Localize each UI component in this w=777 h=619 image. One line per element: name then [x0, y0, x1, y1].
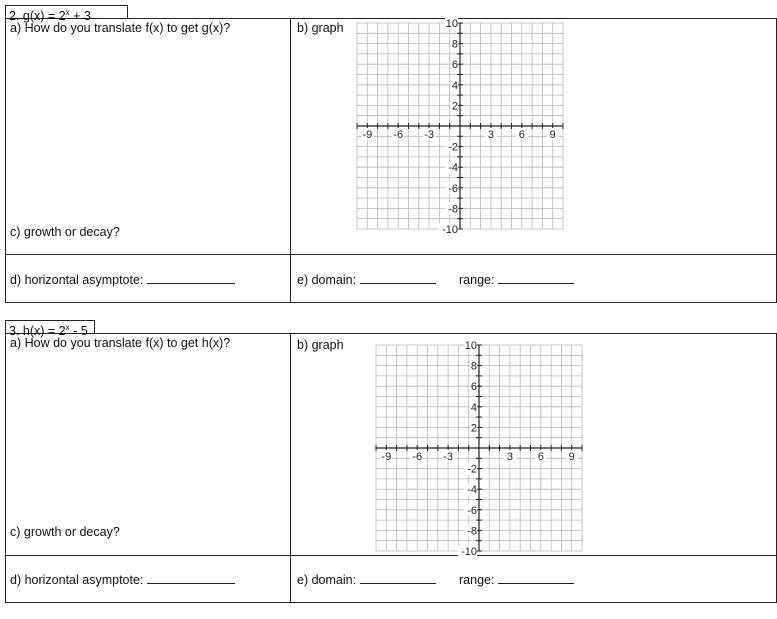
y-tick-label: -6: [467, 504, 477, 517]
problem-3-part-c: c) growth or decay?: [10, 525, 120, 539]
x-tick-label: -3: [424, 129, 434, 141]
x-tick-label: 9: [549, 129, 556, 141]
problem-2-part-b: b) graph: [297, 21, 344, 35]
y-tick-label: -10: [461, 546, 477, 558]
y-tick-label: 6: [470, 381, 477, 394]
problem-3-part-b: b) graph: [297, 338, 344, 352]
y-tick-label: 10: [445, 18, 458, 30]
problem-2-part-d-label: d) horizontal asymptote:: [10, 273, 144, 287]
x-tick-label: 6: [518, 129, 525, 141]
x-tick-label: -3: [443, 451, 453, 463]
y-tick-label: -4: [448, 162, 458, 175]
problem-2-part-a: a) How do you translate f(x) to get g(x)?: [10, 21, 231, 35]
y-tick-label: 2: [470, 422, 477, 435]
y-tick-label: -2: [467, 463, 477, 476]
problem-3-exponent: x: [65, 323, 70, 332]
y-tick-label: 8: [451, 38, 458, 51]
problem-3-part-e-label: e) domain:: [297, 573, 357, 587]
y-tick-label: -6: [448, 182, 458, 195]
y-tick-label: -10: [442, 224, 458, 236]
x-tick-label: 3: [487, 129, 494, 141]
problem-3-range-label: range:: [459, 573, 495, 587]
problem-2-part-e-label: e) domain:: [297, 273, 357, 287]
problem-2-title-rest: + 3: [69, 9, 91, 24]
problem-3-title: 3. h(x) = 2: [9, 324, 66, 339]
problem-3-part-a: a) How do you translate f(x) to get h(x)?: [10, 336, 231, 350]
problem-2-exponent: x: [65, 8, 70, 17]
y-tick-label: -8: [448, 203, 458, 216]
problem-2-part-c: c) growth or decay?: [10, 225, 120, 239]
x-tick-label: -9: [381, 451, 392, 463]
y-tick-label: 4: [451, 79, 458, 92]
y-tick-label: 8: [470, 360, 477, 373]
problem-2-title: 2. g(x) = 2: [9, 9, 66, 24]
y-tick-label: 4: [470, 401, 477, 414]
x-tick-label: -6: [393, 129, 404, 141]
x-tick-label: 9: [568, 451, 575, 463]
y-tick-label: 6: [451, 59, 458, 72]
problem-3-title-rest: - 5: [69, 324, 88, 339]
x-tick-label: -9: [362, 129, 373, 141]
y-tick-label: -8: [467, 525, 477, 538]
y-tick-label: -4: [467, 484, 477, 497]
y-tick-label: -2: [448, 141, 458, 154]
x-tick-label: -6: [412, 451, 423, 463]
x-tick-label: 6: [537, 451, 544, 463]
y-tick-label: 10: [464, 340, 477, 352]
problem-3-part-d-label: d) horizontal asymptote:: [10, 573, 144, 587]
x-tick-label: 3: [506, 451, 513, 463]
problem-2-range-label: range:: [459, 273, 495, 287]
y-tick-label: 2: [451, 100, 458, 113]
